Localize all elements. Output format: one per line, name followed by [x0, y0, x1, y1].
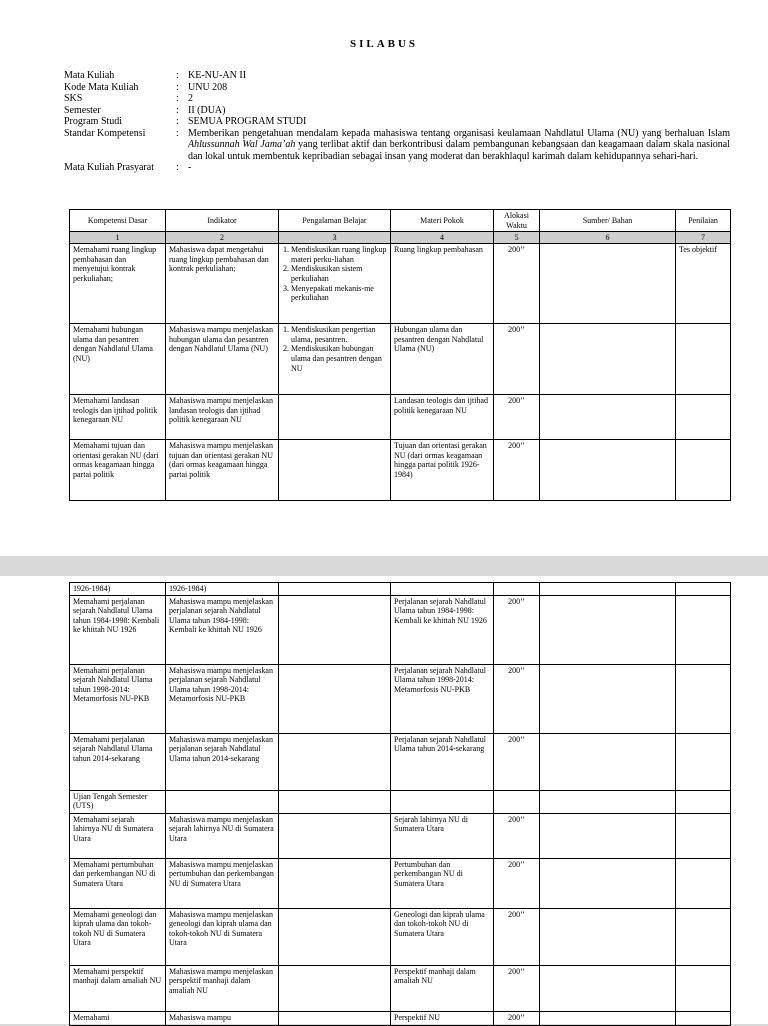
- meta-value: SEMUA PROGRAM STUDI: [188, 116, 307, 127]
- kompetensi-cell: 1926-1984): [70, 583, 166, 596]
- meta-separator: :: [176, 104, 179, 116]
- column-number: 2: [166, 232, 279, 244]
- penilaian-cell: [676, 324, 731, 395]
- document-title: SILABUS: [349, 38, 419, 50]
- meta-label: Mata Kuliah: [64, 70, 115, 81]
- activity-item: 1. Mendiskusikan pengertian ulama, pesantren.: [291, 325, 387, 344]
- alokasi-cell: 200’’: [494, 1011, 540, 1025]
- alokasi-cell: 200’’: [494, 440, 540, 501]
- meta-row-mata-kuliah: [64, 70, 730, 82]
- penilaian-cell: [676, 595, 731, 664]
- alokasi-cell: 200’’: [494, 324, 540, 395]
- pengalaman-cell: [279, 395, 391, 440]
- sumber-cell: [540, 583, 676, 596]
- materi-cell: Perjalanan sejarah Nahdlatul Ulama tahun 2014-sekarang: [391, 733, 494, 790]
- sk-text-emphasis: Ahlussunnah Wal Jama’ah: [188, 139, 296, 150]
- meta-value: KE-NU-AN II: [188, 70, 247, 81]
- kompetensi-cell: Memahami perjalanan sejarah Nahdlatul Ulama tahun 1998-2014: Metamorfosis NU-PKB: [70, 664, 166, 733]
- table-row: [70, 1011, 731, 1025]
- penilaian-cell: [676, 858, 731, 908]
- pengalaman-cell: [279, 324, 391, 395]
- sumber-cell: [540, 1011, 676, 1025]
- penilaian-cell: [676, 440, 731, 501]
- meta-row-program-studi: [64, 116, 730, 128]
- table-row: [70, 583, 731, 596]
- pengalaman-cell: [279, 733, 391, 790]
- indikator-cell: Mahasiswa mampu menjelaskan landasan teologis dan ijtihad politik kenegaraan NU: [166, 395, 279, 440]
- meta-row-prasyarat: [64, 162, 730, 174]
- table-header-row: [70, 210, 731, 232]
- activity-item: 3. Menyepakati mekanis-me perkuliahan: [291, 284, 387, 303]
- table-row: [70, 733, 731, 790]
- sumber-cell: [540, 595, 676, 664]
- meta-label: SKS: [64, 93, 83, 104]
- meta-value: II (DUA): [188, 104, 226, 116]
- materi-cell: Perspektif manhaji dalam amaliah NU: [391, 965, 494, 1011]
- meta-row-standar-kompetensi: [64, 128, 730, 163]
- activity-list: [282, 325, 387, 373]
- header-cell: Penilaian: [676, 210, 731, 232]
- penilaian-cell: [676, 813, 731, 858]
- indikator-cell: Mahasiswa mampu menjelaskan perjalanan sejarah Nahdlatul Ulama tahun 2014-sekarang: [166, 733, 279, 790]
- table-row: [70, 664, 731, 733]
- course-info: [64, 70, 730, 174]
- sumber-cell: [540, 733, 676, 790]
- alokasi-cell: 200’’: [494, 908, 540, 965]
- pengalaman-cell: [279, 440, 391, 501]
- meta-separator: :: [176, 70, 179, 81]
- column-number: 1: [70, 232, 166, 244]
- penilaian-cell: [676, 395, 731, 440]
- sk-text-start: Memberikan pengetahuan mendalam kepada mahasiswa tentang organisasi keulamaan Nahdlatul Ulama (NU) yang berhaluan Islam: [188, 127, 730, 139]
- kompetensi-cell: Memahami ruang lingkup pembahasan dan menyetujui kontrak perkuliahan;: [70, 244, 166, 324]
- meta-separator: :: [176, 81, 179, 93]
- kompetensi-cell: Memahami hubungan ulama dan pesantren dengan Nahdlatul Ulama (NU): [70, 324, 166, 395]
- indikator-cell: Mahasiswa mampu menjelaskan pertumbuhan dan perkembangan NU di Sumatera Utara: [166, 858, 279, 908]
- column-number: 6: [540, 232, 676, 244]
- sumber-cell: [540, 440, 676, 501]
- sk-text-end: yang terlibat aktif dan berkontribusi dalam pembangunan kebangsaan dan keagamaan dalam skala nasional dan lokal untuk membentuk kepribadian sebagai insan yang moderat dan berakhlaqul karimah dalam kehidupannya sehari-hari.: [188, 139, 730, 162]
- syllabus-table-page-2: [69, 582, 731, 1026]
- kompetensi-cell: Memahami perjalanan sejarah Nahdlatul Ulama tahun 1984-1998: Kembali ke khittah NU 1926: [70, 595, 166, 664]
- meta-value: UNU 208: [188, 81, 228, 93]
- materi-cell: Sejarah lahirnya NU di Sumatera Utara: [391, 813, 494, 858]
- table-row: [70, 324, 731, 395]
- column-number: 7: [676, 232, 731, 244]
- indikator-cell: Mahasiswa mampu menjelaskan geneologi dan kiprah ulama dan tokoh-tokoh NU di Sumatera Utara: [166, 908, 279, 965]
- materi-cell: Perjalanan sejarah Nahdlatul Ulama tahun 1984-1998: Kembali ke khittah NU 1926: [391, 595, 494, 664]
- table-row: [70, 440, 731, 501]
- syllabus-table-page-1: [69, 209, 731, 501]
- table-row: [70, 813, 731, 858]
- column-number: 4: [391, 232, 494, 244]
- activity-item: 1. Mendiskusikan ruang lingkup materi perku-liahan: [291, 245, 387, 264]
- indikator-cell: [166, 790, 279, 813]
- meta-value: [188, 128, 730, 163]
- header-cell: Sumber/ Bahan: [540, 210, 676, 232]
- indikator-cell: Mahasiswa mampu menjelaskan sejarah lahirnya NU di Sumatera Utara: [166, 813, 279, 858]
- kompetensi-cell: Memahami sejarah lahirnya NU di Sumatera Utara: [70, 813, 166, 858]
- header-cell: Kompetensi Dasar: [70, 210, 166, 232]
- sumber-cell: [540, 908, 676, 965]
- penilaian-cell: [676, 790, 731, 813]
- alokasi-cell: 200’’: [494, 813, 540, 858]
- alokasi-cell: 200’’: [494, 858, 540, 908]
- indikator-cell: Mahasiswa mampu menjelaskan tujuan dan orientasi gerakan NU (dari ormas keagamaan hingga partai politik: [166, 440, 279, 501]
- indikator-cell: Mahasiswa mampu menjelaskan perjalanan sejarah Nahdlatul Ulama tahun 1984-1998: Kembali ke khittah NU 1926: [166, 595, 279, 664]
- table-row: [70, 244, 731, 324]
- sumber-cell: [540, 813, 676, 858]
- pengalaman-cell: [279, 790, 391, 813]
- column-number: 3: [279, 232, 391, 244]
- indikator-cell: Mahasiswa mampu menjelaskan hubungan ulama dan pesantren dengan Nahdlatul Ulama (NU): [166, 324, 279, 395]
- alokasi-cell: 200’’: [494, 664, 540, 733]
- table-row: [70, 908, 731, 965]
- penilaian-cell: [676, 908, 731, 965]
- kompetensi-cell: Memahami pertumbuhan dan perkembangan NU di Sumatera Utara: [70, 858, 166, 908]
- meta-separator: :: [176, 93, 179, 104]
- indikator-cell: Mahasiswa dapat mengetahui ruang lingkup pembahasan dan kontrak perkuliahan;: [166, 244, 279, 324]
- kompetensi-cell: Memahami perjalanan sejarah Nahdlatul Ulama tahun 2014-sekarang: [70, 733, 166, 790]
- penilaian-cell: Tes objektif: [676, 244, 731, 324]
- alokasi-cell: 200’’: [494, 733, 540, 790]
- table-row: [70, 965, 731, 1011]
- meta-label: Semester: [64, 104, 101, 116]
- meta-row-sks: [64, 93, 730, 105]
- table-row: [70, 595, 731, 664]
- alokasi-cell: 200’’: [494, 395, 540, 440]
- penilaian-cell: [676, 965, 731, 1011]
- header-cell: Alokasi Waktu: [494, 210, 540, 232]
- alokasi-cell: [494, 790, 540, 813]
- table-body: [70, 583, 731, 1026]
- meta-label: Kode Mata Kuliah: [64, 81, 139, 93]
- meta-separator: :: [176, 127, 179, 139]
- meta-label: Standar Kompetensi: [64, 127, 146, 139]
- sumber-cell: [540, 790, 676, 813]
- alokasi-cell: 200’’: [494, 965, 540, 1011]
- meta-row-kode: [64, 82, 730, 94]
- penilaian-cell: [676, 733, 731, 790]
- column-number-row: [70, 232, 731, 244]
- meta-label: Mata Kuliah Prasyarat: [64, 162, 154, 173]
- materi-cell: [391, 583, 494, 596]
- pengalaman-cell: [279, 583, 391, 596]
- meta-label: Program Studi: [64, 116, 123, 127]
- materi-cell: Perjalanan sejarah Nahdlatul Ulama tahun 1998-2014: Metamorfosis NU-PKB: [391, 664, 494, 733]
- pengalaman-cell: [279, 858, 391, 908]
- kompetensi-cell: Memahami: [70, 1011, 166, 1025]
- header-cell: Pengalaman Belajar: [279, 210, 391, 232]
- activity-item: 2. Mendiskusikan hubungan ulama dan pesantren dengan NU: [291, 344, 387, 373]
- header-cell: Materi Pokok: [391, 210, 494, 232]
- table-row-uts: [70, 790, 731, 813]
- alokasi-cell: 200’’: [494, 244, 540, 324]
- sumber-cell: [540, 324, 676, 395]
- sumber-cell: [540, 395, 676, 440]
- kompetensi-cell: Memahami landasan teologis dan ijtihad politik kenegaraan NU: [70, 395, 166, 440]
- kompetensi-cell: Memahami perspektif manhaji dalam amaliah NU: [70, 965, 166, 1011]
- meta-value: -: [188, 162, 192, 173]
- sumber-cell: [540, 664, 676, 733]
- header-cell: Indikator: [166, 210, 279, 232]
- sumber-cell: [540, 858, 676, 908]
- pengalaman-cell: [279, 595, 391, 664]
- meta-separator: :: [176, 162, 179, 173]
- pengalaman-cell: [279, 1011, 391, 1025]
- kompetensi-cell: Memahami geneologi dan kiprah ulama dan tokoh-tokoh NU di Sumatera Utara: [70, 908, 166, 965]
- sumber-cell: [540, 244, 676, 324]
- activity-list: [282, 245, 387, 303]
- meta-row-semester: [64, 105, 730, 117]
- pengalaman-cell: [279, 813, 391, 858]
- indikator-cell: Mahasiswa mampu: [166, 1011, 279, 1025]
- meta-value: 2: [188, 93, 193, 104]
- indikator-cell: Mahasiswa mampu menjelaskan perspektif manhaji dalam amaliah NU: [166, 965, 279, 1011]
- pengalaman-cell: [279, 664, 391, 733]
- materi-cell: Ruang lingkup pembahasan: [391, 244, 494, 324]
- alokasi-cell: 200’’: [494, 595, 540, 664]
- alokasi-cell: [494, 583, 540, 596]
- meta-separator: :: [176, 116, 179, 127]
- activity-item: 2. Mendiskusikan sistem perkuliahan: [291, 264, 387, 283]
- materi-cell: [391, 790, 494, 813]
- pengalaman-cell: [279, 965, 391, 1011]
- sumber-cell: [540, 965, 676, 1011]
- table-row: [70, 858, 731, 908]
- indikator-cell: Mahasiswa mampu menjelaskan perjalanan sejarah Nahdlatul Ulama tahun 1998-2014: Metamorfosis NU-PKB: [166, 664, 279, 733]
- kompetensi-cell: Memahami tujuan dan orientasi gerakan NU (dari ormas keagamaan hingga partai politik: [70, 440, 166, 501]
- materi-cell: Hubungan ulama dan pesantren dengan Nahdlatul Ulama (NU): [391, 324, 494, 395]
- column-number: 5: [494, 232, 540, 244]
- materi-cell: Pertumbuhan dan perkembangan NU di Sumatera Utara: [391, 858, 494, 908]
- materi-cell: Tujuan dan orientasi gerakan NU (dari ormas keagamaan hingga partai politik 1926-1984): [391, 440, 494, 501]
- pengalaman-cell: [279, 908, 391, 965]
- materi-cell: Landasan teologis dan ijtihad politik kenegaraan NU: [391, 395, 494, 440]
- pengalaman-cell: [279, 244, 391, 324]
- penilaian-cell: [676, 1011, 731, 1025]
- materi-cell: Geneologi dan kiprah ulama dan tokoh-tokoh NU di Sumatera Utara: [391, 908, 494, 965]
- penilaian-cell: [676, 664, 731, 733]
- table-row: [70, 395, 731, 440]
- materi-cell: Perspektif NU: [391, 1011, 494, 1025]
- indikator-cell: 1926-1984): [166, 583, 279, 596]
- penilaian-cell: [676, 583, 731, 596]
- kompetensi-cell: Ujian Tengah Semester (UTS): [70, 790, 166, 813]
